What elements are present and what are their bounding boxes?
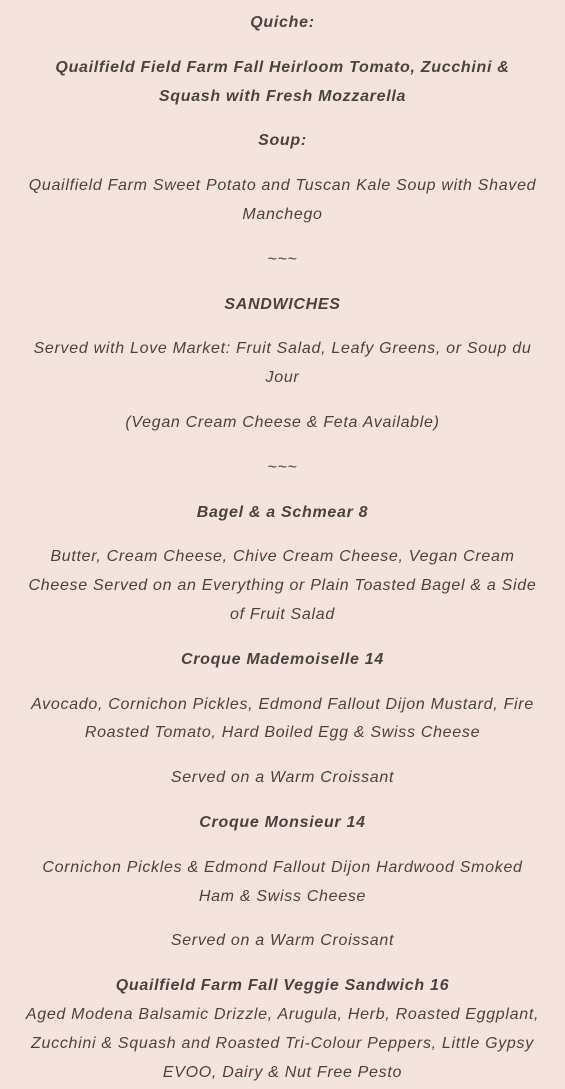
croque-monsieur-description: Cornichon Pickles & Edmond Fallout Dijon Hardwood Smoked Ham & Swiss Cheese <box>42 858 523 905</box>
sandwiches-served-with: Served with Love Market: Fruit Salad, Leafy Greens, or Soup du Jour <box>33 340 532 387</box>
bagel-description: Butter, Cream Cheese, Chive Cream Cheese, Vegan Cream Cheese Served on an Everything or Plain Toasted Bagel & a Side of Fruit Salad <box>28 548 537 623</box>
croque-mademoiselle-description: Avocado, Cornichon Pickles, Edmond Fallout Dijon Mustard, Fire Roasted Tomato, Hard Boiled Egg & Swiss Cheese <box>31 695 534 742</box>
croque-mademoiselle-served: Served on a Warm Croissant <box>170 769 395 787</box>
croque-monsieur-title: Croque Monsieur 14 <box>199 813 366 831</box>
sandwiches-vegan-note: (Vegan Cream Cheese & Feta Available) <box>125 413 440 431</box>
quiche-description: Quailfield Field Farm Fall Heirloom Tomato, Zucchini & Squash with Fresh Mozzarella <box>55 58 510 105</box>
quiche-heading: Quiche: <box>250 14 315 31</box>
soup-description: Quailfield Farm Sweet Potato and Tuscan Kale Soup with Shaved Manchego <box>28 177 537 223</box>
section-divider: ~~~ <box>267 250 298 268</box>
croque-monsieur-served: Served on a Warm Croissant <box>170 932 395 950</box>
veggie-sandwich-title: Quailfield Farm Fall Veggie Sandwich 16 <box>115 977 450 995</box>
soup-heading: Soup: <box>258 132 307 150</box>
croque-mademoiselle-title: Croque Mademoiselle 14 <box>180 650 385 668</box>
bagel-title: Bagel & a Schmear 8 <box>196 503 369 521</box>
section-divider: ~~~ <box>267 458 298 476</box>
sandwiches-heading: SANDWICHES <box>224 295 341 313</box>
veggie-sandwich-description: Aged Modena Balsamic Drizzle, Arugula, Herb, Roasted Eggplant, Zucchini & Squash and Roasted Tri-Colour Peppers, Little Gypsy EVOO, Dairy & Nut Free Pesto <box>25 1005 540 1081</box>
